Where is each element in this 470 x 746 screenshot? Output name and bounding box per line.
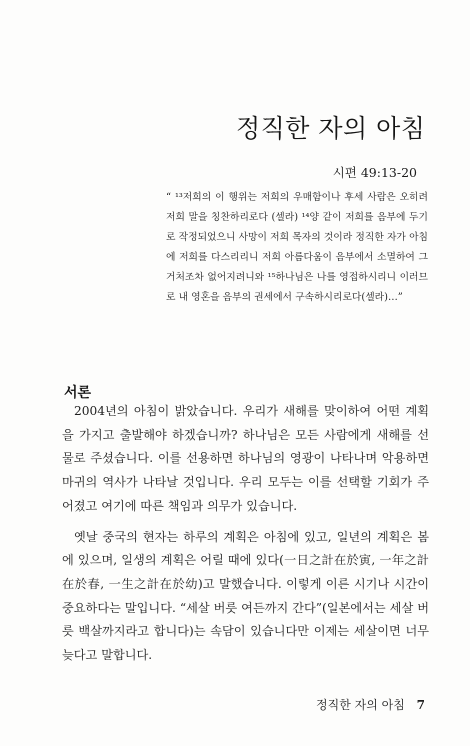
chapter-title: 정직한 자의 아침: [236, 113, 426, 143]
page-footer: [316, 696, 425, 713]
scripture-text: “ ¹³저희의 이 행위는 저희의 우매함이나 후세 사람은 오히려 저희 말을 칭찬하리로다 (셀라) ¹⁴양 같이 저희를 음부에 두기로 작정되었으니 사망이 저희 목자의 것이라 정직한 자가 아침에 저희를 다스리리니 저희 아름다움이 음부에서 소멸하여 그 거처조차 없어지려니와 ¹⁵하나님은 나를 영접하시리니 이러므로 내 영혼을 음부의 권세에서 구속하시리로다(셀라)…”: [166, 192, 428, 303]
running-title: 정직한 자의 아침: [316, 698, 405, 712]
section-heading: 서론: [64, 384, 92, 401]
scripture-quote: [166, 188, 428, 308]
paragraph: 2004년의 아침이 밝았습니다. 우리가 새해를 맞이하여 어떤 계획을 가지고 출발해야 하겠습니까? 하나님은 모든 사람에게 새해를 선물로 주셨습니다. 이를 선용하면 하나님의 영광이 나타나며 악용하면 마귀의 역사가 나타날 것입니다. 우리 모두는 이를 선택할 기회가 주어졌고 여기에 따른 책임과 의무가 있습니다.: [62, 404, 429, 513]
paragraph: 옛날 중국의 현자는 하루의 계획은 아침에 있고, 일년의 계획은 봄에 있으며, 일생의 계획은 어릴 때에 있다(一日之計在於寅, 一年之計在於春, 一生之計在於幼)고 말했습니다. 이렇게 이른 시기나 시간이 중요하다는 말입니다. “세살 버릇 여든까지 간다”(일본에서는 세살 버릇 백살까지라고 합니다)는 속담이 있습니다만 이제는 세살이면 너무 늦다고 말합니다.: [62, 529, 429, 663]
page-number: 7: [416, 698, 425, 712]
scripture-reference: 시편 49:13-20: [332, 165, 417, 180]
body-text: [62, 400, 429, 675]
